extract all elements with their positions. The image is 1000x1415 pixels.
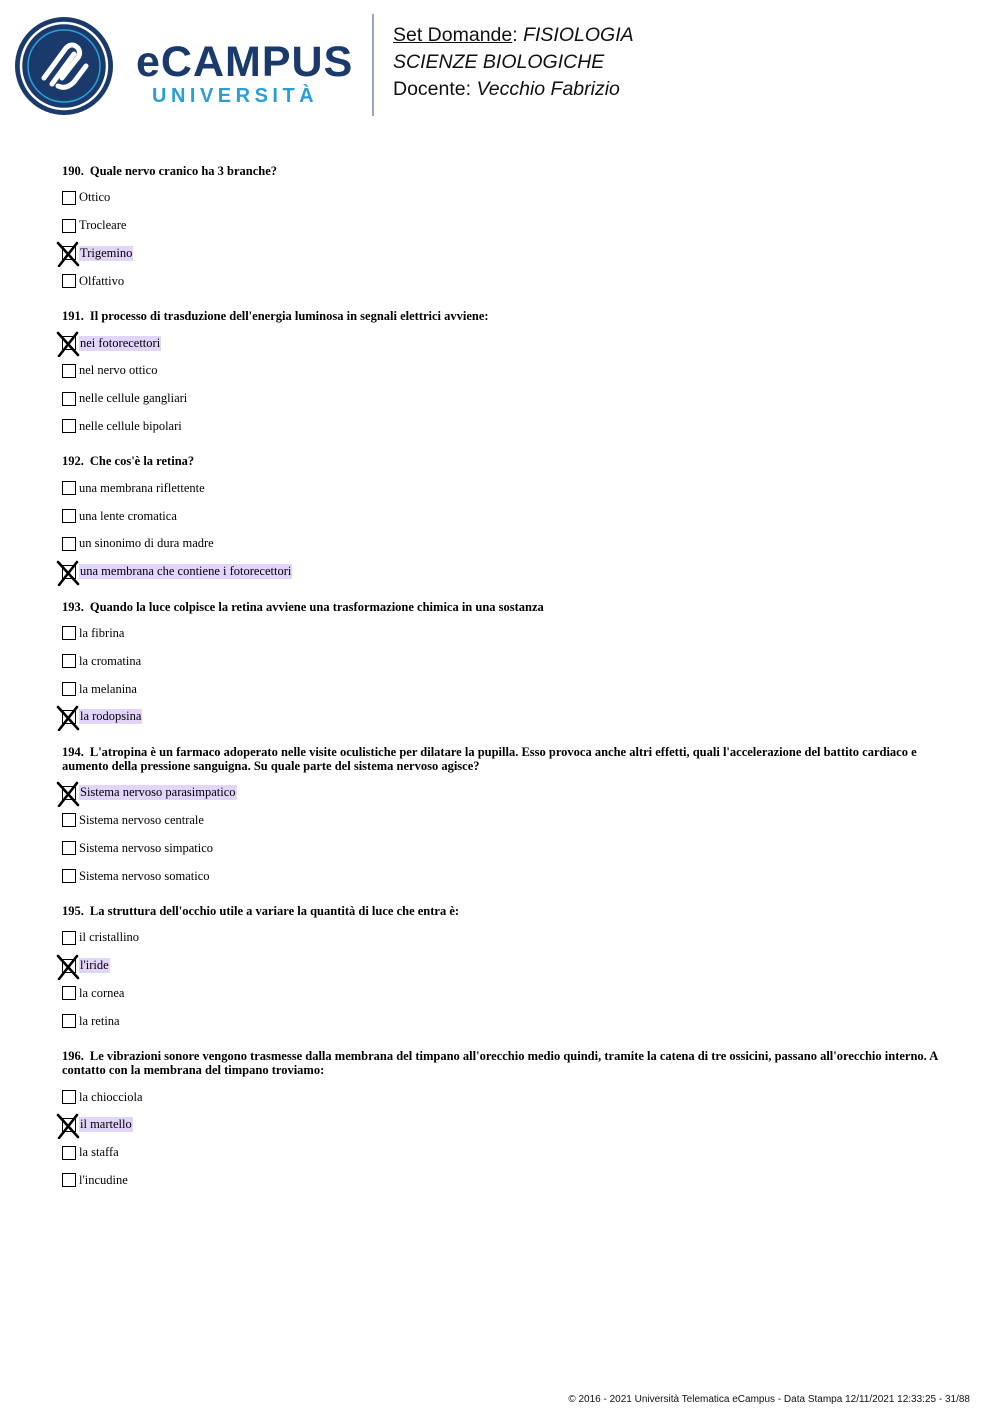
answer-option[interactable]	[62, 1167, 942, 1195]
question-text: L'atropina è un farmaco adoperato nelle visite oculistiche per dilatare la pupilla. Esso provoca anche altri effetti, quali l'accelerazione del battito cardiaco e aumento della pressione sanguigna. Su quale parte del sistema nervoso agisce?	[62, 744, 917, 773]
question-list	[62, 160, 942, 1208]
answer-checkbox[interactable]	[62, 246, 76, 260]
answer-checkbox[interactable]	[62, 419, 76, 433]
ecampus-emblem-icon	[14, 16, 114, 116]
answer-label: Sistema nervoso parasimpatico	[80, 785, 236, 800]
question-title	[62, 600, 942, 614]
answer-checkbox[interactable]	[62, 219, 76, 233]
set-line: Set Domande: FISIOLOGIA	[393, 24, 634, 46]
cross-mark-icon	[55, 954, 81, 980]
question-block	[62, 454, 942, 585]
answer-label: la rodopsina	[80, 709, 142, 724]
question-number: 194.	[62, 744, 84, 759]
question-block	[62, 600, 942, 731]
answer-checkbox[interactable]	[62, 1090, 76, 1104]
answer-option[interactable]	[62, 240, 942, 268]
answer-option[interactable]	[62, 1111, 942, 1139]
answer-option[interactable]	[62, 807, 942, 835]
answer-label: nei fotorecettori	[80, 335, 161, 350]
answer-label: la fibrina	[79, 625, 125, 640]
answer-checkbox[interactable]	[62, 959, 76, 973]
brand-name: eCAMPUS	[136, 38, 354, 86]
answer-checkbox[interactable]	[62, 1173, 76, 1187]
answer-label: il martello	[80, 1117, 132, 1132]
question-title	[62, 454, 942, 468]
header-divider	[372, 14, 374, 116]
answer-label: il cristallino	[79, 930, 140, 945]
answer-option[interactable]	[62, 779, 942, 807]
answer-checkbox[interactable]	[62, 364, 76, 378]
answer-label: nelle cellule gangliari	[79, 391, 188, 406]
answer-checkbox[interactable]	[62, 813, 76, 827]
answer-label: una lente cromatica	[79, 508, 177, 523]
answer-checkbox[interactable]	[62, 682, 76, 696]
answer-label: la cromatina	[79, 653, 142, 668]
cross-mark-icon	[55, 331, 81, 357]
answer-checkbox[interactable]	[62, 710, 76, 724]
answer-label: la staffa	[79, 1145, 119, 1160]
question-title	[62, 309, 942, 323]
question-block	[62, 745, 942, 890]
answer-checkbox[interactable]	[62, 931, 76, 945]
question-number: 195.	[62, 903, 84, 918]
answer-checkbox[interactable]	[62, 537, 76, 551]
question-title	[62, 904, 942, 918]
answer-label: la melanina	[79, 681, 137, 696]
header-info	[393, 22, 634, 103]
question-number: 191.	[62, 309, 84, 324]
answer-checkbox[interactable]	[62, 654, 76, 668]
answer-checkbox[interactable]	[62, 1146, 76, 1160]
answer-option[interactable]	[62, 952, 942, 980]
question-text: Il processo di trasduzione dell'energia luminosa in segnali elettrici avviene:	[89, 309, 489, 324]
answer-option[interactable]	[62, 474, 942, 502]
answer-label: un sinonimo di dura madre	[79, 536, 214, 551]
answer-label: la cornea	[79, 985, 125, 1000]
answer-option[interactable]	[62, 620, 942, 648]
answer-option[interactable]	[62, 703, 942, 731]
answer-label: Trigemino	[80, 245, 133, 260]
answer-checkbox[interactable]	[62, 336, 76, 350]
answer-option[interactable]	[62, 1007, 942, 1035]
answer-label: Sistema nervoso simpatico	[79, 840, 214, 855]
cross-mark-icon	[55, 560, 81, 586]
answer-label: una membrana che contiene i fotorecettori	[80, 564, 292, 579]
answer-label: nelle cellule bipolari	[79, 418, 182, 433]
ecampus-logo	[14, 14, 359, 118]
answer-label: nel nervo ottico	[79, 363, 158, 378]
question-block	[62, 309, 942, 440]
answer-checkbox[interactable]	[62, 274, 76, 288]
answer-label: Sistema nervoso somatico	[79, 868, 210, 883]
set-label: Set Domande	[393, 24, 513, 46]
answer-option[interactable]	[62, 1139, 942, 1167]
question-block	[62, 1049, 942, 1194]
cross-mark-icon	[55, 781, 81, 807]
course-name: SCIENZE BIOLOGICHE	[393, 51, 605, 73]
ecampus-wordmark	[136, 40, 353, 108]
answer-option[interactable]	[62, 329, 942, 357]
answer-option[interactable]	[62, 924, 942, 952]
question-text: Che cos'è la retina?	[89, 454, 195, 469]
answer-label: l'iride	[80, 958, 109, 973]
answer-checkbox[interactable]	[62, 786, 76, 800]
answer-checkbox[interactable]	[62, 392, 76, 406]
question-title	[62, 1049, 942, 1077]
question-text: Le vibrazioni sonore vengono trasmesse dalla membrana del timpano all'orecchio medio quindi, tramite la catena di tre ossicini, passano all'orecchio interno. A contatto con la membrana del timpano troviamo:	[62, 1049, 938, 1078]
cross-mark-icon	[55, 1113, 81, 1139]
answer-label: Ottico	[79, 190, 111, 205]
question-title	[62, 745, 942, 773]
cross-mark-icon	[55, 241, 81, 267]
answer-option[interactable]	[62, 357, 942, 385]
answer-checkbox[interactable]	[62, 986, 76, 1000]
answer-label: Sistema nervoso centrale	[79, 812, 204, 827]
answer-checkbox[interactable]	[62, 841, 76, 855]
teacher-label: Docente:	[393, 78, 472, 100]
answer-option[interactable]	[62, 675, 942, 703]
answer-option[interactable]	[62, 385, 942, 413]
answer-option[interactable]	[62, 862, 942, 890]
page-footer: © 2016 - 2021 Università Telematica eCampus - Data Stampa 12/11/2021 12:33:25 - 31/88	[568, 1394, 970, 1405]
question-number: 193.	[62, 599, 84, 614]
answer-option[interactable]	[62, 980, 942, 1008]
teacher-name: Vecchio Fabrizio	[476, 78, 620, 100]
page-header	[0, 0, 1000, 130]
answer-checkbox[interactable]	[62, 565, 76, 579]
answer-checkbox[interactable]	[62, 626, 76, 640]
answer-option[interactable]	[62, 267, 942, 295]
teacher-line	[393, 76, 634, 103]
answer-option[interactable]	[62, 212, 942, 240]
answer-checkbox[interactable]	[62, 191, 76, 205]
question-number: 190.	[62, 164, 84, 178]
answer-label: Trocleare	[79, 218, 127, 233]
answer-checkbox[interactable]	[62, 1014, 76, 1028]
question-text: La struttura dell'occhio utile a variare la quantità di luce che entra è:	[89, 903, 460, 918]
answer-option[interactable]	[62, 184, 942, 212]
answer-label: una membrana riflettente	[79, 480, 205, 495]
answer-checkbox[interactable]	[62, 1118, 76, 1132]
answer-label: la retina	[79, 1013, 120, 1028]
answer-option[interactable]	[62, 834, 942, 862]
answer-checkbox[interactable]	[62, 509, 76, 523]
answer-label: l'incudine	[79, 1172, 128, 1187]
subject-name: FISIOLOGIA	[523, 24, 634, 46]
answer-option[interactable]	[62, 502, 942, 530]
question-number: 196.	[62, 1049, 84, 1064]
cross-mark-icon	[55, 705, 81, 731]
answer-option[interactable]	[62, 647, 942, 675]
question-text: Quando la luce colpisce la retina avviene una trasformazione chimica in una sostanza	[89, 599, 544, 614]
answer-option[interactable]	[62, 530, 942, 558]
answer-option[interactable]	[62, 413, 942, 441]
question-block	[62, 904, 942, 1035]
answer-checkbox[interactable]	[62, 869, 76, 883]
course-line	[393, 49, 634, 76]
question-block	[62, 164, 942, 295]
question-text: Quale nervo cranico ha 3 branche?	[89, 164, 278, 178]
answer-label: la chiocciola	[79, 1089, 143, 1104]
answer-option[interactable]	[62, 1083, 942, 1111]
answer-label: Olfattivo	[79, 273, 125, 288]
answer-option[interactable]	[62, 558, 942, 586]
brand-subtitle: UNIVERSITÀ	[152, 85, 319, 107]
question-title	[62, 164, 942, 178]
question-number: 192.	[62, 454, 84, 469]
answer-checkbox[interactable]	[62, 481, 76, 495]
